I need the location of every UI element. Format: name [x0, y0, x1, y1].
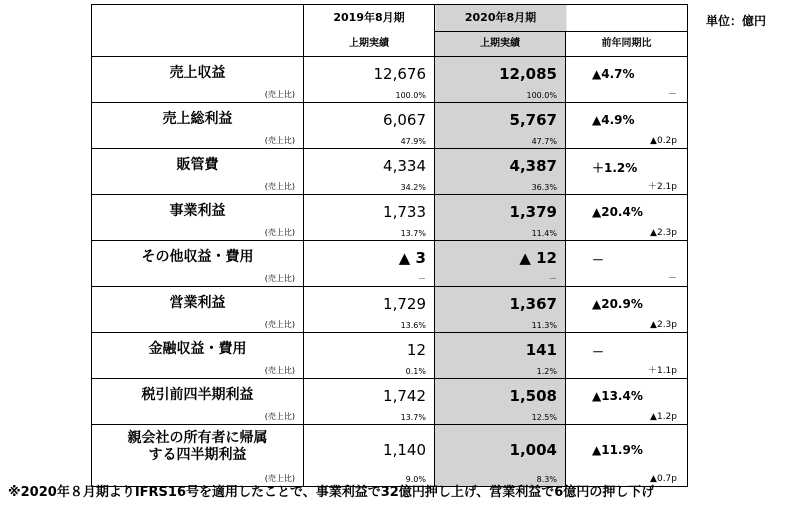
row-label: 販管費	[176, 157, 219, 173]
value-2019: ▲ 3	[398, 249, 426, 267]
ratio-2020: 100.0%	[526, 91, 557, 100]
row-label: 売上収益	[169, 65, 226, 81]
row-label: 税引前四半期利益	[141, 387, 254, 403]
ratio-2020: 11.3%	[531, 321, 557, 330]
row-label: 金融収益・費用	[148, 341, 247, 357]
row-sublabel: (売上比)	[264, 228, 295, 237]
row-sublabel: (売上比)	[264, 474, 295, 483]
yoy-ratio-change: －	[667, 90, 677, 100]
table-row	[92, 103, 688, 149]
value-2019: 12,676	[373, 65, 426, 83]
yoy-change: ▲11.9%	[592, 443, 643, 457]
col-yoy-subtitle: 前年同期比	[601, 38, 652, 49]
ratio-2019: 0.1%	[405, 367, 426, 376]
value-2020: 1,004	[509, 441, 557, 459]
ratio-2019: 34.2%	[400, 183, 426, 192]
ratio-2019: －	[418, 274, 426, 283]
value-2020: ▲ 12	[519, 249, 557, 267]
yoy-ratio-change: ＋2.1p	[647, 182, 677, 192]
ratio-2020: 12.5%	[531, 413, 557, 422]
row-label: 売上総利益	[162, 111, 233, 127]
yoy-change: －	[592, 253, 605, 267]
col-2019-title: 2019年8月期	[333, 11, 405, 24]
yoy-change: ▲20.4%	[592, 205, 643, 219]
value-2019: 12	[406, 341, 426, 359]
table-row	[92, 425, 688, 487]
ratio-2019: 47.9%	[400, 137, 426, 146]
financial-results-table	[91, 4, 688, 487]
value-2020: 5,767	[509, 111, 557, 129]
yoy-change: －	[592, 345, 605, 359]
col-2020-title: 2020年8月期	[464, 11, 537, 24]
yoy-ratio-change: ▲0.2p	[650, 136, 677, 146]
value-2020: 1,508	[509, 387, 557, 405]
ratio-2020: 11.4%	[531, 229, 557, 238]
yoy-ratio-change: ▲2.3p	[650, 228, 677, 238]
yoy-ratio-change: ＋1.1p	[647, 366, 677, 376]
col-2020-subtitle: 上期実績	[480, 38, 520, 49]
row-label: 事業利益	[169, 203, 226, 219]
yoy-change: ＋1.2%	[592, 161, 638, 175]
row-sublabel: (売上比)	[264, 274, 295, 283]
header-blank-cell	[92, 5, 304, 57]
value-2020: 1,379	[509, 203, 557, 221]
yoy-change: ▲20.9%	[592, 297, 643, 311]
table-row	[92, 195, 688, 241]
ratio-2019: 9.0%	[405, 475, 426, 484]
table-row	[92, 57, 688, 103]
yoy-ratio-change: ▲1.2p	[650, 412, 677, 422]
table-row	[92, 287, 688, 333]
ratio-2020: 47.7%	[531, 137, 557, 146]
row-sublabel: (売上比)	[264, 90, 295, 99]
value-2020: 141	[525, 341, 557, 359]
ratio-2019: 13.7%	[400, 413, 426, 422]
row-sublabel: (売上比)	[264, 320, 295, 329]
yoy-change: ▲13.4%	[592, 389, 643, 403]
ratio-2020: －	[549, 274, 557, 283]
yoy-change: ▲4.9%	[592, 113, 635, 127]
row-label: 親会社の所有者に帰属する四半期利益	[127, 430, 268, 463]
value-2019: 6,067	[383, 111, 426, 129]
unit-label: 単位：億円	[706, 14, 767, 28]
yoy-ratio-change: ▲2.3p	[650, 320, 677, 330]
yoy-ratio-change: －	[667, 274, 677, 284]
row-sublabel: (売上比)	[264, 136, 295, 145]
value-2019: 4,334	[383, 157, 426, 175]
row-sublabel: (売上比)	[264, 182, 295, 191]
row-sublabel: (売上比)	[264, 412, 295, 421]
header-yoy-cell	[566, 32, 688, 57]
table-row	[92, 149, 688, 195]
value-2019: 1,729	[383, 295, 426, 313]
table-row	[92, 333, 688, 379]
value-2019: 1,140	[383, 441, 426, 459]
row-sublabel: (売上比)	[264, 366, 295, 375]
header-2020-sub-cell	[435, 32, 566, 57]
header-row-years	[92, 5, 688, 32]
row-label: 営業利益	[169, 295, 226, 311]
ratio-2019: 13.6%	[400, 321, 426, 330]
value-2020: 1,367	[509, 295, 557, 313]
value-2020: 4,387	[509, 157, 557, 175]
header-2019-sub-cell	[304, 32, 435, 57]
value-2020: 12,085	[499, 65, 557, 83]
ratio-2020: 8.3%	[536, 475, 557, 484]
ratio-2019: 100.0%	[395, 91, 426, 100]
col-2019-subtitle: 上期実績	[349, 37, 389, 49]
value-2019: 1,742	[383, 387, 426, 405]
footnote: ※2020年８月期よりIFRS16号を適用したことで、事業利益で32億円押し上げ、営業利益で6億円の押し下げ	[8, 485, 655, 500]
row-label: その他収益・費用	[141, 249, 254, 265]
yoy-ratio-change: ▲0.7p	[650, 474, 677, 484]
ratio-2019: 13.7%	[400, 229, 426, 238]
yoy-change: ▲4.7%	[592, 67, 635, 81]
header-2020-cell	[435, 5, 688, 32]
value-2019: 1,733	[383, 203, 426, 221]
table-row	[92, 379, 688, 425]
ratio-2020: 1.2%	[536, 367, 557, 376]
ratio-2020: 36.3%	[531, 183, 557, 192]
table-row	[92, 241, 688, 287]
header-2019-cell	[304, 5, 435, 32]
